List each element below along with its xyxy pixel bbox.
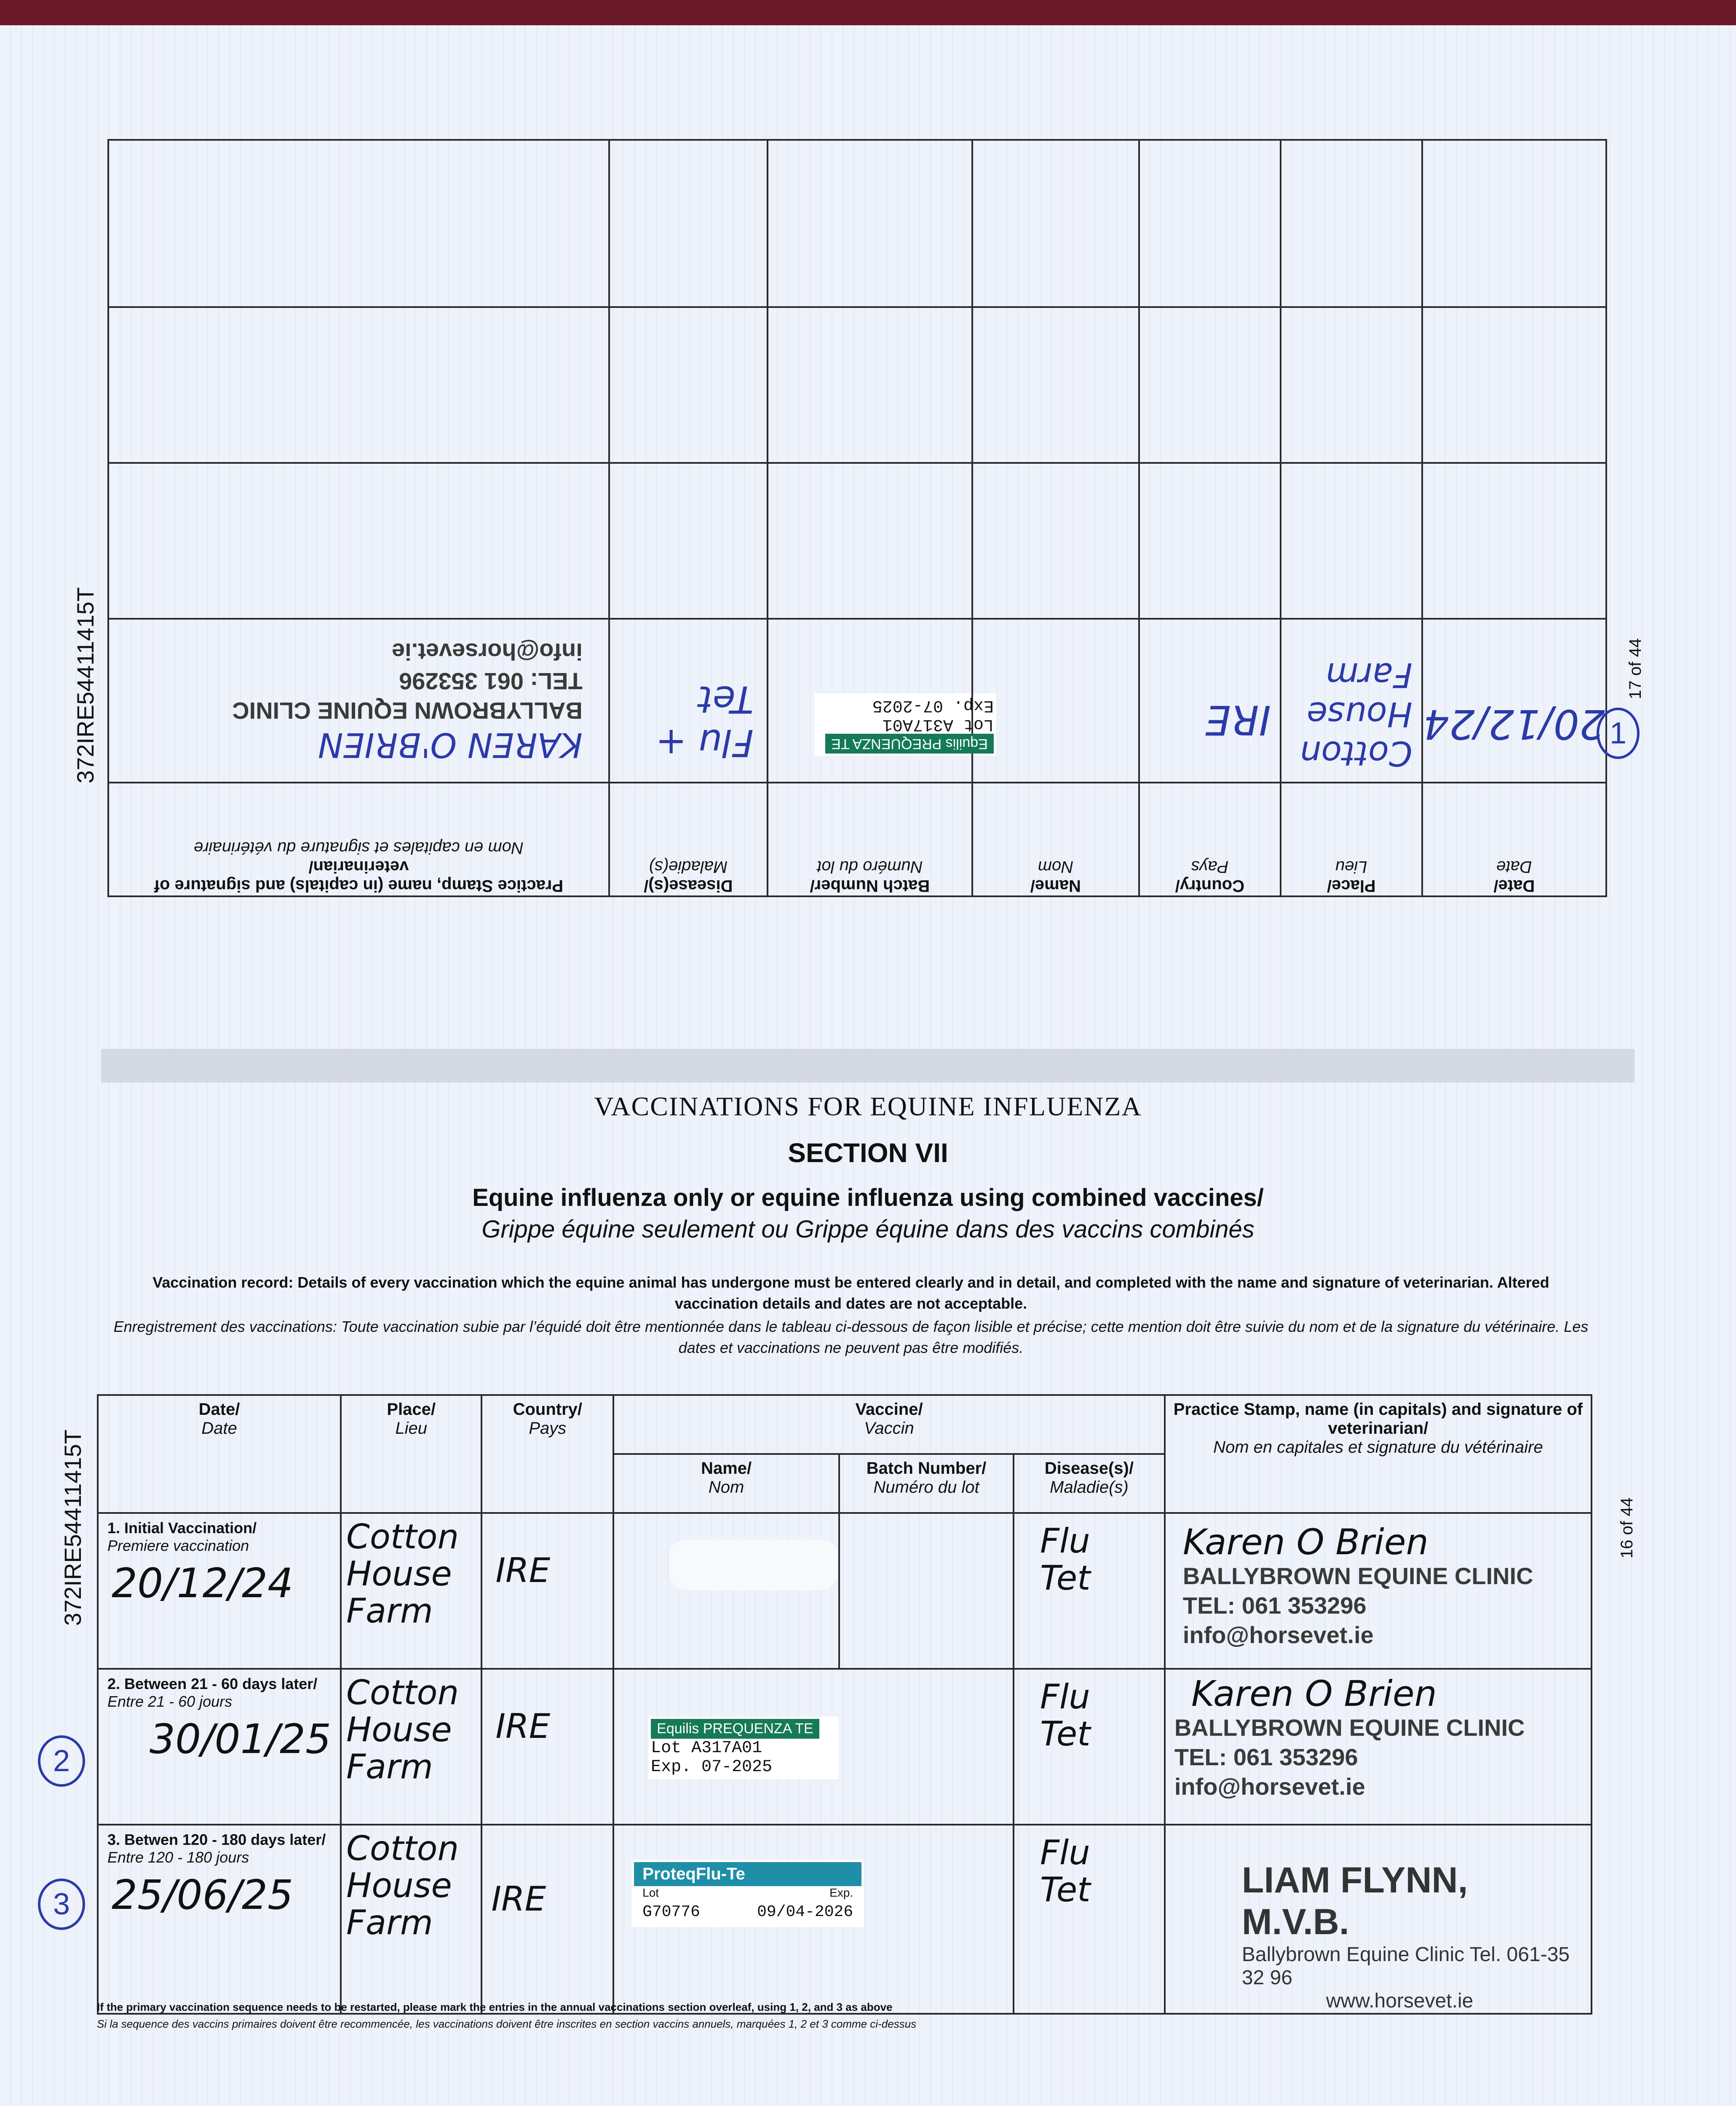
subtitle-english: Equine influenza only or equine influenza using combined vaccines/ [472, 1184, 1264, 1211]
footer-note-english: If the primary vaccination sequence needs to be restarted, please mark the entries in the annual vaccinations section overleaf, using 1, 2, and 3 as above [97, 2001, 893, 2013]
upper-entry-country: IRE [1139, 619, 1281, 783]
row2-vaccine-sticker: Equilis PREQUENZA TE Lot A317A01 Exp. 07-2025 [648, 1716, 839, 1779]
header-batch: Batch Number/ Numéro du lot [839, 1454, 1014, 1513]
row2-disease: Flu Tet [1014, 1669, 1165, 1825]
row1-batch [839, 1513, 1014, 1669]
upper-entry-name [972, 619, 1139, 783]
sequence-circle-1: 1 [1597, 708, 1640, 759]
row1-country: IRE [481, 1513, 613, 1669]
row3-date: 3. Betwen 120 - 180 days later/ Entre 120 - 180 jours 25/06/25 [98, 1825, 341, 2014]
header-disease: Disease(s)/ Maladie(s) [1014, 1454, 1165, 1513]
upper-header-stamp: Practice Stamp, name (in capitals) and signature of veterinarian/ Nom en capitales et signature du vétérinaire [108, 783, 609, 896]
row1-disease: Flu Tet [1014, 1513, 1165, 1669]
row1-place: Cotton House Farm [341, 1513, 481, 1669]
lower-page-number: 16 of 44 [1618, 1497, 1636, 1558]
header-name: Name/ Nom [613, 1454, 839, 1513]
row1-date: 1. Initial Vaccination/ Premiere vaccination 20/12/24 [98, 1513, 341, 1669]
upper-header-name: Name/ Nom [972, 783, 1139, 896]
upper-entry-place: Cotton House Farm [1281, 619, 1422, 783]
upper-header-disease: Disease(s)/ Maladie(s) [609, 783, 768, 896]
upper-entry-disease: Flu + Tet [609, 619, 768, 783]
row3-place: Cotton House Farm [341, 1825, 481, 2014]
row3-country: IRE [481, 1825, 613, 2014]
row2-stamp: Karen O Brien BALLYBROWN EQUINE CLINIC TEL: 061 353296 info@horsevet.ie [1165, 1669, 1592, 1825]
upper-entry-date: 20/12/24 [1422, 619, 1606, 783]
table-row [98, 1825, 1592, 2014]
upper-page-number: 17 of 44 [1626, 638, 1645, 699]
header-date: Date/ Date [98, 1395, 341, 1513]
header-country: Country/ Pays [481, 1395, 613, 1513]
upper-header-date: Date/ Date [1422, 783, 1606, 896]
row1-name [613, 1513, 839, 1669]
row3-disease: Flu Tet [1014, 1825, 1165, 2014]
sequence-circle-3: 3 [38, 1879, 85, 1930]
footer-note-french: Si la sequence des vaccins primaires doivent être recommencée, les vaccinations doivent être inscrites en section vaccins annuels, marquées 1, 2 et 3 comme ci-dessus [97, 2018, 917, 2030]
upper-header-country: Country/ Pays [1139, 783, 1281, 896]
upper-header-batch: Batch Number/ Numéro du lot [768, 783, 972, 896]
row2-date: 2. Between 21 - 60 days later/ Entre 21 - 60 jours 30/01/25 [98, 1669, 341, 1825]
row1-stamp: Karen O Brien BALLYBROWN EQUINE CLINIC TEL: 061 353296 info@horsevet.ie [1165, 1513, 1592, 1669]
record-instructions-english: Vaccination record: Details of every vaccination which the equine animal has undergone must be entered clearly and in detail, and completed with the name and signature of veterinarian. Altered vaccination details and dates are not acceptable. [152, 1274, 1549, 1312]
row2-place: Cotton House Farm [341, 1669, 481, 1825]
section-title: SECTION VII [788, 1138, 948, 1168]
top-edge-bar [0, 0, 1736, 25]
header-place: Place/ Lieu [341, 1395, 481, 1513]
mirrored-banner-blur [101, 1049, 1634, 1082]
upper-entry-stamp: KAREN O'BRIEN BALLYBROWN EQUINE CLINIC TEL: 061 353296 info@horsevet.ie [108, 619, 609, 783]
removed-sticker-mark [669, 1539, 838, 1590]
upper-vaccine-sticker: Equilis PREQUENZA TE Lot A317A01 Exp. 07-2025 [814, 693, 996, 756]
row2-country: IRE [481, 1669, 613, 1825]
upper-entry-batch [768, 619, 994, 783]
section-banner: VACCINATIONS FOR EQUINE INFLUENZA [594, 1091, 1142, 1121]
upper-side-id: 372IRE54411415T [72, 587, 99, 783]
subtitle-french: Grippe équine seulement ou Grippe équine dans des vaccins combinés [481, 1216, 1255, 1243]
row3-vaccine-sticker: ProteqFlu-Te Lot Exp. G70776 09/04-2026 [631, 1860, 864, 1927]
record-instructions-french: Enregistrement des vaccinations: Toute vaccination subie par l’équidé doit être mentionnée dans le tableau ci-dessous de façon lisible et précise; cette mention doit être suivie du nom et de la signature du vétérinaire. Les dates et vaccinations ne peuvent pas être modifiés. [113, 1318, 1589, 1357]
lower-side-id: 372IRE54411415T [59, 1430, 86, 1626]
row3-vaccine-sticker-cell [613, 1825, 1014, 2014]
upper-header-place: Place/ Lieu [1281, 783, 1422, 896]
table-row [98, 1669, 1592, 1825]
sequence-circle-2: 2 [38, 1735, 85, 1787]
row2-vaccine-sticker-cell [613, 1669, 1014, 1825]
header-stamp: Practice Stamp, name (in capitals) and signature of veterinarian/ Nom en capitales et signature du vétérinaire [1165, 1395, 1592, 1513]
upper-vaccination-table [107, 139, 1607, 897]
header-vaccine: Vaccine/ Vaccin [613, 1395, 1165, 1454]
table-row [98, 1513, 1592, 1669]
row3-stamp: LIAM FLYNN, M.V.B. Ballybrown Equine Clinic Tel. 061-35 32 96 www.horsevet.ie [1165, 1825, 1592, 2014]
